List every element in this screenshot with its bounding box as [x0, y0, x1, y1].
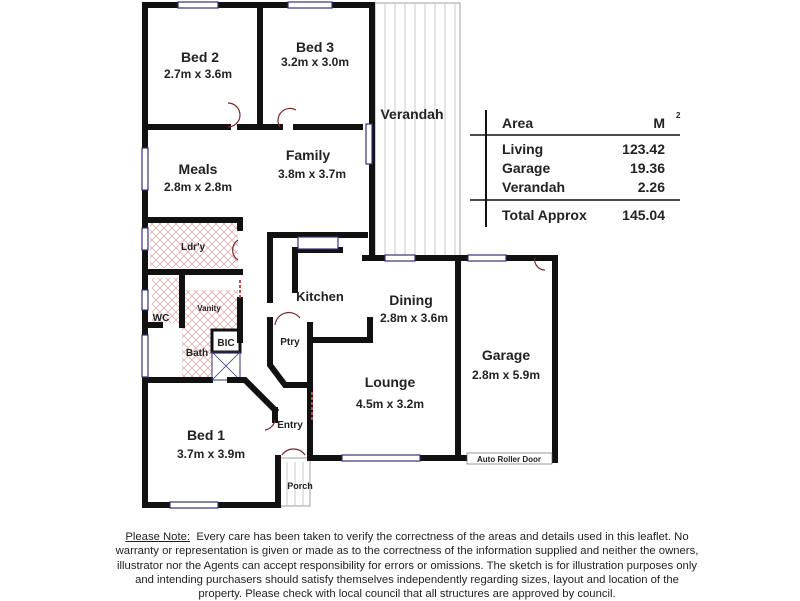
garage-size: 2.8m x 5.9m	[471, 368, 541, 382]
area-table	[502, 111, 681, 223]
porch-label: Porch	[287, 481, 313, 491]
bed2-label: Bed 2	[180, 49, 220, 65]
lounge-size: 4.5m x 3.2m	[355, 397, 425, 411]
family-label: Family	[285, 147, 331, 163]
bed3-label: Bed 3	[295, 39, 335, 55]
area-row-value: 123.42	[622, 141, 665, 157]
meals-size: 2.8m x 2.8m	[163, 180, 233, 194]
area-row-value: 2.26	[637, 179, 665, 195]
vanity-label: Vanity	[197, 304, 221, 313]
bed1-label: Bed 1	[186, 427, 226, 443]
area-total-label: Total Approx	[502, 207, 587, 223]
area-row-label: Verandah	[502, 179, 566, 195]
disclaimer-note	[112, 530, 702, 601]
area-header-unit: M	[653, 115, 665, 131]
wc-label: WC	[152, 313, 170, 324]
area-total-value: 145.04	[622, 207, 665, 223]
family-size: 3.8m x 3.7m	[277, 167, 347, 181]
roller-door-label: Auto Roller Door	[477, 455, 541, 464]
area-row-label: Garage	[502, 160, 551, 176]
laundry-label: Ldr'y	[180, 242, 206, 253]
entry-label: Entry	[277, 420, 303, 431]
note-heading: Please Note:	[125, 531, 191, 543]
area-header-unit-sup: 2	[676, 111, 681, 120]
bed3-size: 3.2m x 3.0m	[280, 55, 350, 69]
bed1-size: 3.7m x 3.9m	[176, 447, 246, 461]
bic-label: BIC	[217, 338, 235, 349]
verandah-area	[375, 3, 460, 256]
pantry-label: Ptry	[280, 337, 300, 348]
bath-label: Bath	[185, 348, 209, 359]
verandah-label: Verandah	[380, 106, 444, 122]
note-text: Every care has been taken to verify the correctness of the areas and details used in this leaflet. No warranty or representation is given or made as to the correctness of the information supplied and neither the owners, illustrator nor the Agents can accept responsibility for errors or omissions. The sketch is for illustration purposes only and intending purchasers should satisfy themselves independently regarding sizes, layout and location of the property. Please check with local council that all structures are approved by council.	[115, 531, 699, 601]
garage-label: Garage	[481, 347, 531, 363]
bed2-size: 2.7m x 3.6m	[163, 67, 233, 81]
lounge-label: Lounge	[364, 374, 416, 390]
area-header-label: Area	[502, 115, 534, 131]
dining-size: 2.8m x 3.6m	[379, 311, 449, 325]
dining-label: Dining	[389, 292, 433, 308]
kitchen-label: Kitchen	[296, 289, 344, 304]
meals-label: Meals	[178, 161, 218, 177]
area-row-label: Living	[502, 141, 544, 157]
area-row-value: 19.36	[629, 160, 665, 176]
